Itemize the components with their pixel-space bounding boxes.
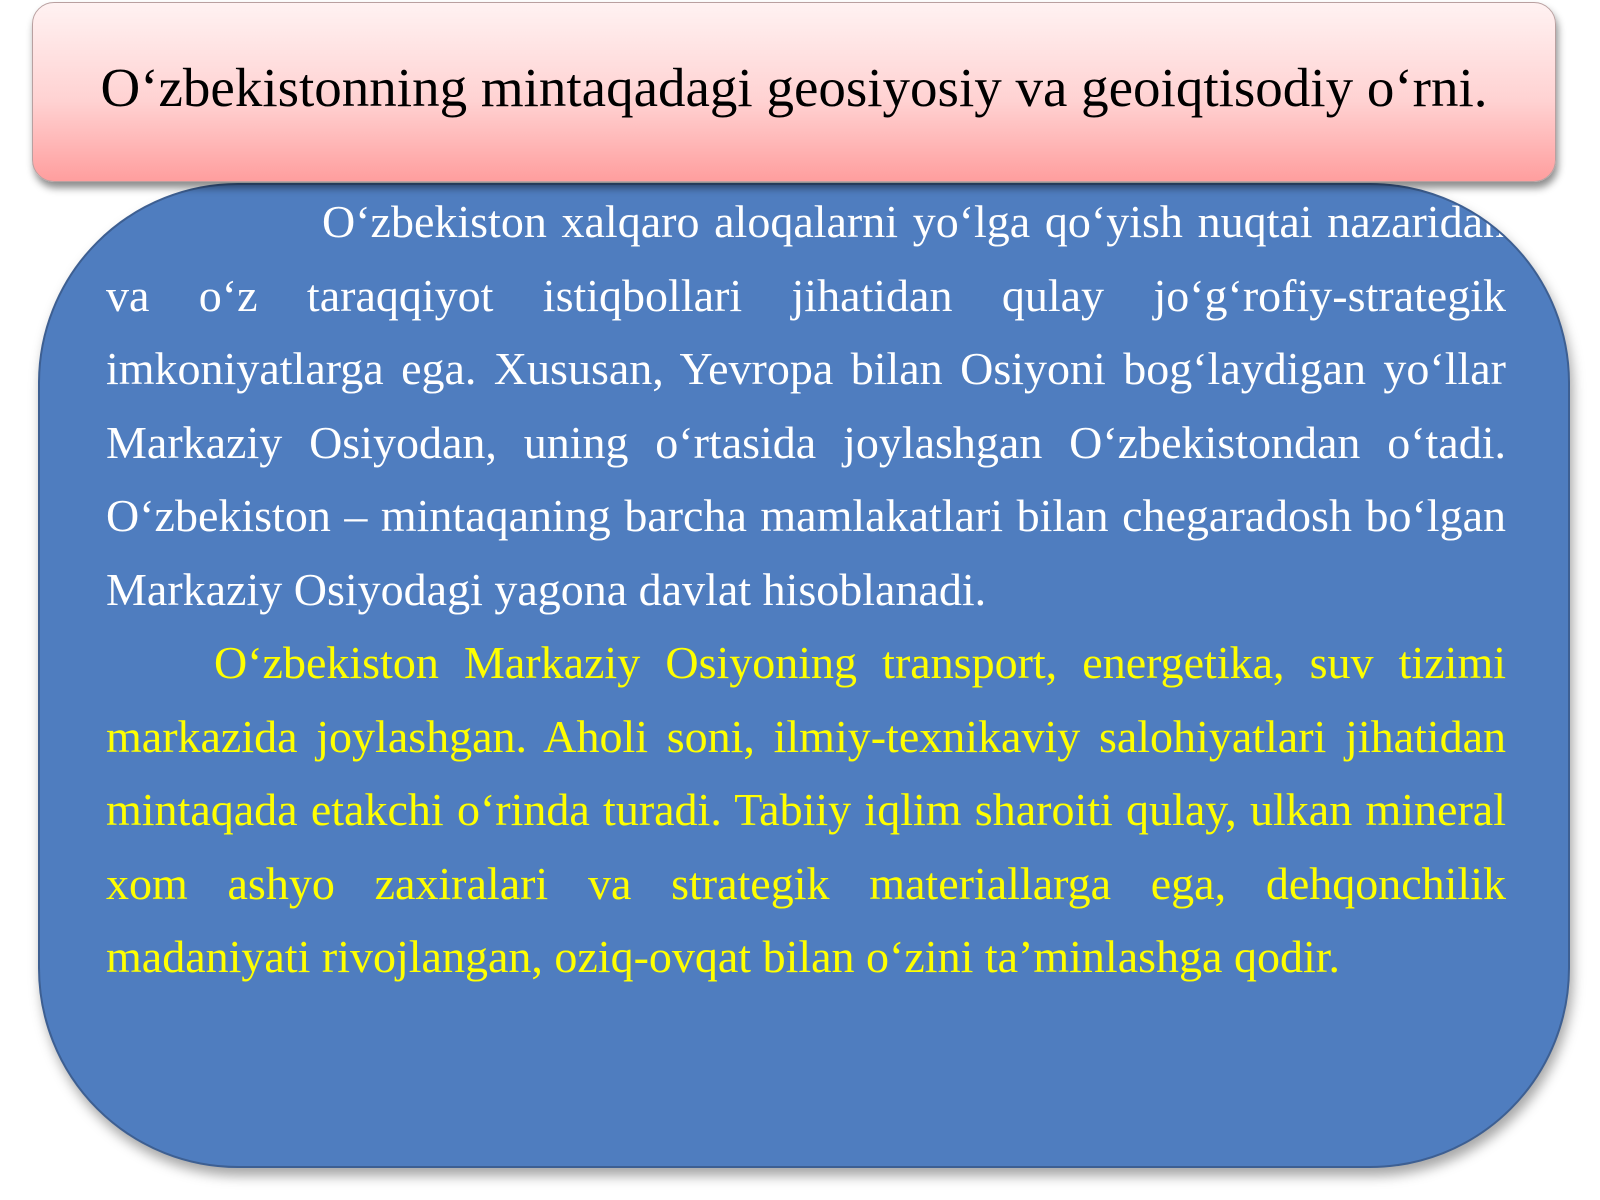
paragraph-geostrategic: O‘zbekiston xalqaro aloqalarni yo‘lga qo‘yish nuqtai nazaridan va o‘z taraqqiyot istiqbollari jihatidan qulay jo‘g‘rofiy-strategik imkoniyatlarga ega. Xususan, Yevropa bilan Osiyoni bog‘laydigan yo‘llar Markaziy Osiyodan, uning o‘rtasida joylashgan O‘zbekistondan o‘tadi. O‘zbekiston – mintaqaning barcha mamlakatlari bilan chegaradosh bo‘lgan Markaziy Osiyodagi yagona davlat hisoblanadi.	[106, 196, 1506, 615]
body-text	[106, 185, 1506, 994]
paragraph-economic-center: O‘zbekiston Markaziy Osiyoning transport, energetika, suv tizimi markazida joylashgan. Aholi soni, ilmiy-texnikaviy salohiyatlari jihatidan mintaqada etakchi o‘rinda turadi. Tabiiy iqlim sharoiti qulay, ulkan mineral xom ashyo zaxiralari va strategik materiallarga ega, dehqonchilik madaniyati rivojlangan, oziq-ovqat bilan o‘zini ta’minlashga qodir.	[106, 637, 1506, 982]
title-banner	[32, 2, 1556, 182]
slide-title: O‘zbekistonning mintaqadagi geosiyosiy va geoiqtisodiy o‘rni.	[100, 57, 1488, 118]
content-panel	[38, 183, 1570, 1168]
